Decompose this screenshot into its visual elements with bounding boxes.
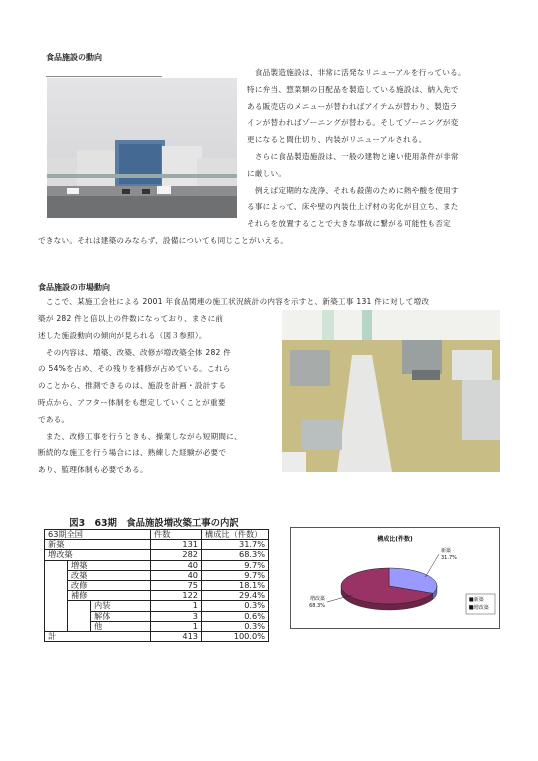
pie-data-label: 68.3% [309, 603, 325, 609]
figure3-table-panel [36, 512, 272, 672]
table-cell-ratio: 0.3% [202, 621, 269, 631]
table-cell-ratio: 0.6% [202, 611, 269, 621]
paragraph-line: 例えば定期的な洗浄、それも殺菌のために熱や酸を使用す [247, 185, 459, 195]
paragraph-line: 食品製造施設は、非常に活発なリニューアルを行っている。 [247, 68, 466, 77]
table-indent-cell [45, 560, 68, 570]
table-cell-count: 131 [151, 540, 202, 550]
table-cell-count: 1 [151, 621, 202, 631]
figure3-table [44, 529, 269, 642]
table-cell-label: 増築 [68, 560, 151, 570]
table-cell-count: 40 [151, 570, 202, 580]
table-cell-count: 3 [151, 611, 202, 621]
paragraph-line: あり、監理体制も必要である。 [38, 465, 148, 475]
paragraph-line: インが替わればゾーニングが替わる。そしてゾーニングが変 [247, 118, 459, 128]
table-cell-label: 解体 [91, 611, 151, 621]
table-indent-cell [45, 591, 68, 601]
table-cell-count: 282 [151, 550, 202, 560]
table-indent-cell [45, 621, 68, 631]
paragraph-line: ある販売店のメニューが替わればアイテムが替わり、製造ラ [247, 101, 458, 111]
paragraph-line: 時点から、アフター体制をも想定していくことが重要 [38, 397, 226, 407]
pie-data-label: 増改築 [309, 596, 325, 602]
table-cell-ratio: 0.3% [202, 601, 269, 611]
table-indent-cell [68, 611, 91, 621]
table-cell-ratio: 18.1% [202, 581, 269, 591]
table-cell-count: 75 [151, 581, 202, 591]
table-row [45, 611, 269, 621]
legend-entry: ■新築 [469, 597, 484, 603]
table-row [45, 591, 269, 601]
table-cell-count: 1 [151, 601, 202, 611]
table-cell-ratio: 31.7% [202, 540, 269, 550]
table-header-cell: 63期全国 [45, 530, 151, 540]
paragraph-line: る事によって、床や壁の内装仕上げ材の劣化が目立ち、また [247, 202, 459, 212]
table-header-cell: 件数 [151, 530, 202, 540]
paragraph-line: 築が 282 件と倍以上の件数になっており、まさに前 [38, 314, 224, 323]
paragraph-line: 断続的な施工を行う場合には、熟練した経験が必要で [38, 448, 227, 458]
table-cell-label: 補修 [68, 591, 151, 601]
table-cell-count: 413 [151, 632, 202, 642]
paragraph-line: 特に弁当、惣菜類の日配品を製造している施設は、納入先で [247, 84, 459, 94]
table-indent-cell [45, 601, 68, 611]
paragraph-line: また、改修工事を行うときも、操業しながら短期間に、 [38, 431, 242, 441]
table-cell-ratio: 100.0% [202, 632, 269, 642]
table-indent-cell [45, 581, 68, 591]
section1-heading-rule [46, 76, 162, 77]
figure3-title: 図3 63期 食品施設増改築工事の内訳 [69, 518, 239, 529]
table-row [45, 550, 269, 560]
table-cell-label: 増改築 [45, 550, 151, 560]
table-cell-label: 改築 [68, 570, 151, 580]
paragraph-line: できない。それは建築のみならず、設備についても同じことがいえる。 [38, 236, 289, 245]
table-cell-label: 改修 [68, 581, 151, 591]
section2-body-left [38, 311, 242, 479]
pie-data-label: 31.7% [441, 555, 457, 561]
table-cell-ratio: 68.3% [202, 550, 269, 560]
table-row [45, 601, 269, 611]
table-cell-ratio: 9.7% [202, 570, 269, 580]
pie-leader-line [425, 554, 439, 577]
table-cell-ratio: 29.4% [202, 591, 269, 601]
paragraph-line: その内容は、増築、改築、改修が増改築全体 282 件 [38, 347, 232, 357]
pie-chart [291, 528, 499, 628]
table-row [45, 540, 269, 550]
paragraph-line: 更になると間仕切り、内装がリニューアルされる。 [247, 135, 427, 145]
table-row [45, 581, 269, 591]
table-cell-label: 内装 [91, 601, 151, 611]
table-row [45, 560, 269, 570]
section2-heading: 食品施設の市場動向 [38, 283, 110, 292]
paragraph-line: の 54%を占め、その残りを補修が占めている。これら [38, 364, 231, 374]
table-cell-count: 40 [151, 560, 202, 570]
table-cell-count: 122 [151, 591, 202, 601]
pie-data-label: 新築 [441, 548, 452, 554]
chart-title: 構成比(件数) [377, 536, 413, 543]
table-row [45, 621, 269, 631]
table-cell-ratio: 9.7% [202, 560, 269, 570]
table-indent-cell [45, 570, 68, 580]
table-indent-cell [68, 621, 91, 631]
paragraph-line: ここで、某施工会社による 2001 年食品関連の施工状況統計の内容を示すと、新築工事 131 件に対して増改 [38, 297, 430, 306]
table-header-row [45, 530, 269, 540]
food-factory-interior-photo [282, 310, 500, 472]
pie-chart-panel [290, 527, 500, 629]
table-indent-cell [45, 611, 68, 621]
section1-body-right [247, 65, 466, 233]
table-header-cell: 構成比（件数） [202, 530, 269, 540]
section1-heading: 食品施設の動向 [46, 53, 102, 62]
table-cell-label: 他 [91, 621, 151, 631]
paragraph-line: に厳しい。 [247, 168, 287, 178]
table-row [45, 570, 269, 580]
table-cell-label: 計 [45, 632, 151, 642]
factory-building-photo [47, 78, 237, 218]
paragraph-line: 述した施設動向の傾向が見られる（図３参照）。 [38, 330, 207, 340]
table-cell-label: 新築 [45, 540, 151, 550]
table-row-total [45, 632, 269, 642]
paragraph-line: それらを放置することで大きな事故に繋がる可能性も否定 [247, 219, 451, 229]
paragraph-line: のことから、推測できるのは、施設を計画・設計する [38, 381, 227, 391]
table-indent-cell [68, 601, 91, 611]
paragraph-line: である。 [38, 414, 70, 424]
legend-entry: ■増改築 [469, 605, 489, 611]
paragraph-line: さらに食品製造施設は、一般の建物と違い使用条件が非常 [247, 151, 459, 161]
